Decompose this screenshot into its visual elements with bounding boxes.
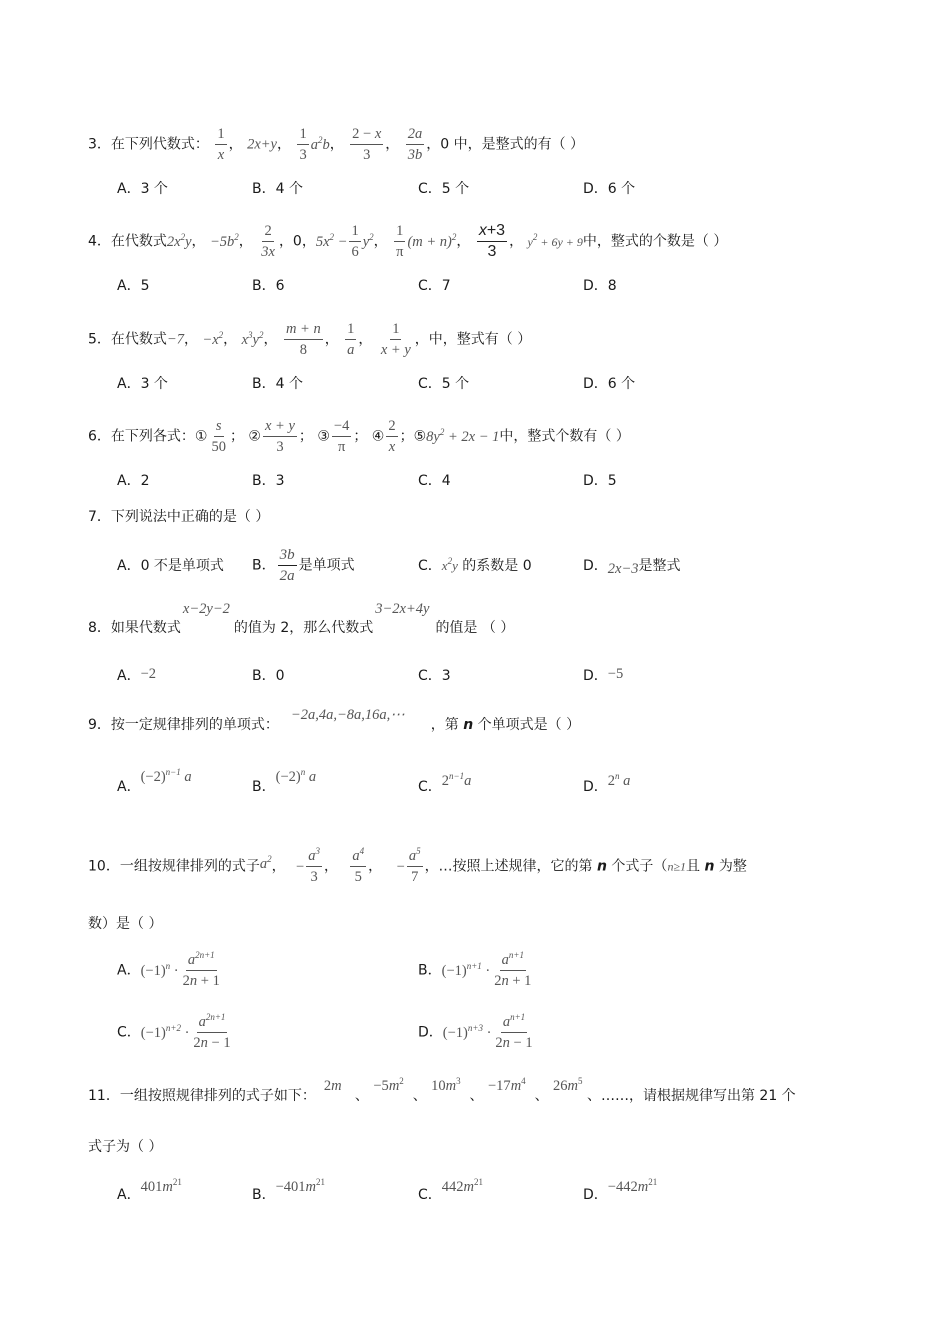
question-6: 6．在下列各式：① $\frac{s}{50}$ ； ② $\frac{x + y}{3}$ ； ③ $\frac{-4}{\pi}$ ； ④ $\frac{2}{x}$ ；$⑤8y^2 + 2x - 1$中，整式个数有（ ） — [88, 418, 630, 455]
q9-option-c[interactable]: C．$2^{n-1}a$ — [418, 771, 472, 795]
q10-expr-2: $\frac{a^3}{3}$ — [308, 846, 320, 885]
q5-expr-4: $\frac{m + n}{8}$ — [285, 321, 321, 358]
question-9 — [88, 707, 581, 736]
q4-expr-3: $\frac{2}{3x}$ — [261, 223, 275, 260]
question-11-stem: 11．一组按照规律排列的式子如下： — [88, 1088, 316, 1104]
q3-option-b[interactable]: B．4 个 — [252, 181, 303, 197]
q5-expr-5: $\frac{1}{a}$ — [347, 321, 355, 358]
q7-option-b[interactable]: B． $\frac{3b}{2a}$ 是单项式 — [252, 547, 355, 584]
q8-option-d[interactable]: D．−5 — [583, 666, 624, 684]
q9-n: n — [463, 717, 474, 733]
q7-option-d[interactable]: D．2x−3是整式 — [583, 558, 681, 577]
q7-option-c[interactable]: C．$x^2y$ 的系数是 0 — [418, 556, 532, 574]
q7-option-c-text: 的系数是 0 — [462, 558, 532, 574]
q6-expr-3: $\frac{-4}{\pi}$ — [333, 418, 350, 455]
question-4: 4．在代数式$2x^2y$， $-5b^2$， $\frac{2}{3x}$ ，0，$5x^2$ − $\frac{1}{6}$ $y^2$， $\frac{1}{\pi}$ $(m + n)^2$， $\frac{x+3}{3}$ ， $y^2 + 6y + 9$中，整式的个数是（ ） — [88, 222, 728, 260]
question-10-tail-c: 且 — [686, 858, 705, 875]
q10-expr-4-sign: − — [396, 858, 405, 875]
question-4-mid: ，0， — [278, 233, 316, 250]
q6-circled-2: ② — [248, 428, 261, 445]
question-5-tail: ，中，整式有（ ） — [414, 331, 532, 348]
q9-option-a[interactable]: A．$(-2)^{n-1}$ a — [117, 767, 192, 795]
question-9-tail-b: 个单项式是（ ） — [473, 717, 581, 733]
q11-expr-2: $-5m^2$ — [373, 1076, 404, 1094]
q11-option-d[interactable]: D．$-442m^{21}$ — [583, 1177, 658, 1203]
q8-option-d-value: −5 — [607, 666, 624, 682]
q11-option-c[interactable]: C．$442m^{21}$ — [418, 1177, 484, 1203]
q11-expr-1: 2m — [323, 1078, 342, 1094]
q11-expr-3: $10m^3$ — [431, 1076, 461, 1094]
question-6-stem: 6．在下列各式：① — [88, 428, 208, 445]
q10-option-d-expr: $(-1)^{n+3}$ · — [442, 1022, 492, 1041]
q5-expr-3: $x^3y^2$ — [241, 329, 264, 348]
question-6-tail: 中，整式个数有（ ） — [499, 428, 630, 445]
q5-option-a[interactable]: A．3 个 — [117, 376, 168, 392]
q6-option-d[interactable]: D．5 — [583, 473, 617, 489]
question-4-tail: 中，整式的个数是（ ） — [582, 233, 728, 250]
q8-option-c[interactable]: C．3 — [418, 668, 451, 684]
q9-option-b-expr: $(-2)^n$ a — [275, 767, 317, 785]
q11-option-b[interactable]: B．$-401m^{21}$ — [252, 1177, 326, 1203]
q10-option-a-expr: $(-1)^n$ · — [140, 960, 179, 979]
q6-expr-1: $\frac{s}{50}$ — [211, 418, 226, 455]
q9-option-d-expr: 2$^n$ a — [607, 771, 631, 789]
q4-option-d[interactable]: D．8 — [583, 278, 617, 294]
q6-expr-4: $\frac{2}{x}$ — [388, 418, 396, 455]
question-10-tail-a: ，…按照上述规律，它的第 — [424, 858, 598, 875]
question-10-tail-d: 为整 — [714, 858, 747, 875]
q4-expr-5a: $\frac{1}{\pi}$ — [396, 223, 404, 260]
question-10: 10．一组按规律排列的式子$a^2$， − $\frac{a^3}{3}$ ， $\frac{a^4}{5}$ ， − $\frac{a^5}{7}$ ，…按照上述规律，它的第 n 个式子（n≥1且 n 为整 — [88, 846, 747, 885]
q7-expr-d: 2x−3 — [607, 561, 639, 577]
q10-n-2: n — [704, 858, 715, 875]
q8-expr-2: 3−2x+4y — [375, 601, 430, 617]
q7-option-d-text: 是整式 — [638, 558, 681, 574]
q10-expr-3: $\frac{a^4}{5}$ — [352, 846, 365, 885]
q6-option-b[interactable]: B．3 — [252, 473, 285, 489]
q4-expr-7: $y^2 + 6y + 9$ — [527, 231, 583, 249]
q11-option-b-expr: $-401m^{21}$ — [275, 1177, 326, 1195]
question-10-tail-b: 个式子（ — [606, 858, 668, 875]
q4-expr-1: $2x^2y$ — [166, 231, 192, 250]
q5-expr-1: −7 — [166, 331, 184, 348]
q8-option-a-value: −2 — [140, 666, 157, 682]
question-5-stem: 5．在代数式 — [88, 331, 167, 348]
q4-option-a[interactable]: A．5 — [117, 278, 150, 294]
q3-expr-3a: $\frac{1}{3}$ — [299, 126, 307, 163]
q6-expr-5: $8y^2 + 2x - 1$ — [426, 426, 500, 445]
q4-option-b[interactable]: B．6 — [252, 278, 285, 294]
q6-circled-3: ③ — [317, 428, 330, 445]
question-4-stem: 4．在代数式 — [88, 233, 167, 250]
q10-option-d[interactable]: D．$(-1)^{n+3}$ · $\frac{a^{n+1}}{2n - 1}$ — [418, 1012, 533, 1051]
q9-option-d[interactable]: D．2$^n$ a — [583, 771, 631, 795]
question-5: 5．在代数式−7， $-x^2$， $x^3y^2$， $\frac{m + n}{8}$ ， $\frac{1}{a}$ ， $\frac{1}{x + y}$ ，中，整式有（ ） — [88, 321, 532, 358]
q6-option-c[interactable]: C．4 — [418, 473, 451, 489]
q10-expr-1: $a^2$ — [259, 853, 272, 872]
q4-expr-5b: $(m + n)^2$ — [407, 231, 457, 250]
question-9-tail-a: ，第 — [430, 717, 464, 733]
q9-option-b[interactable]: B．$(-2)^n$ a — [252, 767, 317, 795]
q5-expr-6: $\frac{1}{x + y}$ — [380, 321, 411, 358]
question-8-tail: 的值是 （ ） — [435, 620, 515, 636]
q5-option-b[interactable]: B．4 个 — [252, 376, 303, 392]
q4-expr-4a: $5x^2$ − — [315, 231, 348, 250]
q3-option-d[interactable]: D．6 个 — [583, 181, 636, 197]
question-11-line2: 式子为（ ） — [88, 1139, 163, 1155]
q10-option-b[interactable]: B．$(-1)^{n+1}$ · $\frac{a^{n+1}}{2n + 1}$ — [418, 950, 532, 989]
q11-option-c-expr: $442m^{21}$ — [441, 1177, 484, 1195]
q11-option-a-expr: $401m^{21}$ — [140, 1177, 182, 1195]
q10-cond: n≥1 — [667, 859, 687, 874]
q10-n-1: n — [597, 858, 607, 875]
question-9-stem: 9．按一定规律排列的单项式： — [88, 717, 279, 733]
question-8 — [88, 601, 515, 639]
question-10-line2: 数）是（ ） — [88, 916, 163, 932]
q6-circled-5: ⑤ — [413, 428, 427, 445]
q6-circled-4: ④ — [371, 428, 385, 445]
q5-option-d[interactable]: D．6 个 — [583, 376, 636, 392]
q3-expr-5: $\frac{2a}{3b}$ — [407, 126, 423, 163]
q11-option-d-expr: $-442m^{21}$ — [607, 1177, 658, 1195]
question-11-tail: 、……，请根据规律写出第 21 个 — [586, 1088, 796, 1104]
q3-option-a[interactable]: A．3 个 — [117, 181, 168, 197]
q7-expr-c: $x^2y$ — [441, 556, 458, 573]
q3-expr-4: $\frac{2 - x}{3}$ — [352, 126, 382, 163]
q4-expr-4b: $\frac{1}{6}$ — [351, 223, 359, 260]
q3-option-c[interactable]: C．5 个 — [418, 181, 470, 197]
q5-option-c[interactable]: C．5 个 — [418, 376, 470, 392]
question-10-stem: 10．一组按规律排列的式子 — [88, 858, 260, 875]
q4-expr-6: $\frac{x+3}{3}$ — [478, 222, 506, 260]
q9-option-a-expr: $(-2)^{n-1}$ a — [140, 767, 192, 785]
q9-option-c-expr: $2^{n-1}a$ — [441, 771, 472, 789]
q3-expr-1: $\frac{1}{x}$ — [217, 126, 225, 163]
q8-option-b[interactable]: B．0 — [252, 668, 285, 684]
question-8-stem: 8．如果代数式 — [88, 620, 181, 636]
q11-expr-5: $26m^5$ — [553, 1076, 583, 1094]
question-11: 11．一组按照规律排列的式子如下：2m 、 $-5m^2$ 、 $10m^3$ 、 $-17m^4$ 、 $26m^5$ 、……，请根据规律写出第 21 个 — [88, 1076, 796, 1104]
q3-expr-2: 2x+y — [247, 136, 277, 153]
q10-option-c[interactable]: C．$(-1)^{n+2}$ · $\frac{a^{2n+1}}{2n - 1}$ — [117, 1012, 231, 1051]
question-8-mid: 的值为 2，那么代数式 — [233, 620, 374, 636]
q10-expr-4: $\frac{a^5}{7}$ — [408, 846, 421, 885]
q5-expr-2: $-x^2$ — [202, 329, 224, 348]
q11-option-a[interactable]: A．$401m^{21}$ — [117, 1177, 182, 1203]
q6-option-a[interactable]: A．2 — [117, 473, 150, 489]
q7-option-b-text: 是单项式 — [298, 557, 355, 574]
q8-expr-1: x−2y−2 — [182, 601, 230, 617]
q10-expr-2-sign: − — [296, 858, 305, 875]
q6-expr-2: $\frac{x + y}{3}$ — [264, 418, 295, 455]
question-3-stem: 3．在下列代数式： — [88, 136, 209, 153]
question-3: 3．在下列代数式： $\frac{1}{x}$ ， 2x+y， $\frac{1}{3}$ $a^2b$， $\frac{2 - x}{3}$ ， $\frac{2a}{3b}$ ，0 中，是整式的有（ ） — [88, 126, 585, 163]
q11-expr-4: $-17m^4$ — [488, 1076, 526, 1094]
question-7: 7．下列说法中正确的是（ ） — [88, 509, 270, 525]
q9-expr-1: −2a,4a,−8a,16a,⋯ — [290, 707, 405, 723]
q7-option-a[interactable]: A．0 不是单项式 — [117, 558, 224, 574]
q4-expr-2: $-5b^2$ — [210, 231, 239, 250]
question-3-tail: ，0 中，是整式的有（ ） — [426, 136, 585, 153]
q4-option-c[interactable]: C．7 — [418, 278, 451, 294]
q10-option-c-expr: $(-1)^{n+2}$ · — [140, 1022, 190, 1041]
q10-option-a[interactable]: A．$(-1)^n$ · $\frac{a^{2n+1}}{2n + 1}$ — [117, 950, 220, 989]
q8-option-a[interactable]: A．−2 — [117, 666, 157, 684]
q10-option-b-expr: $(-1)^{n+1}$ · — [441, 960, 491, 979]
q7-expr-b: $\frac{3b}{2a}$ — [279, 547, 295, 584]
